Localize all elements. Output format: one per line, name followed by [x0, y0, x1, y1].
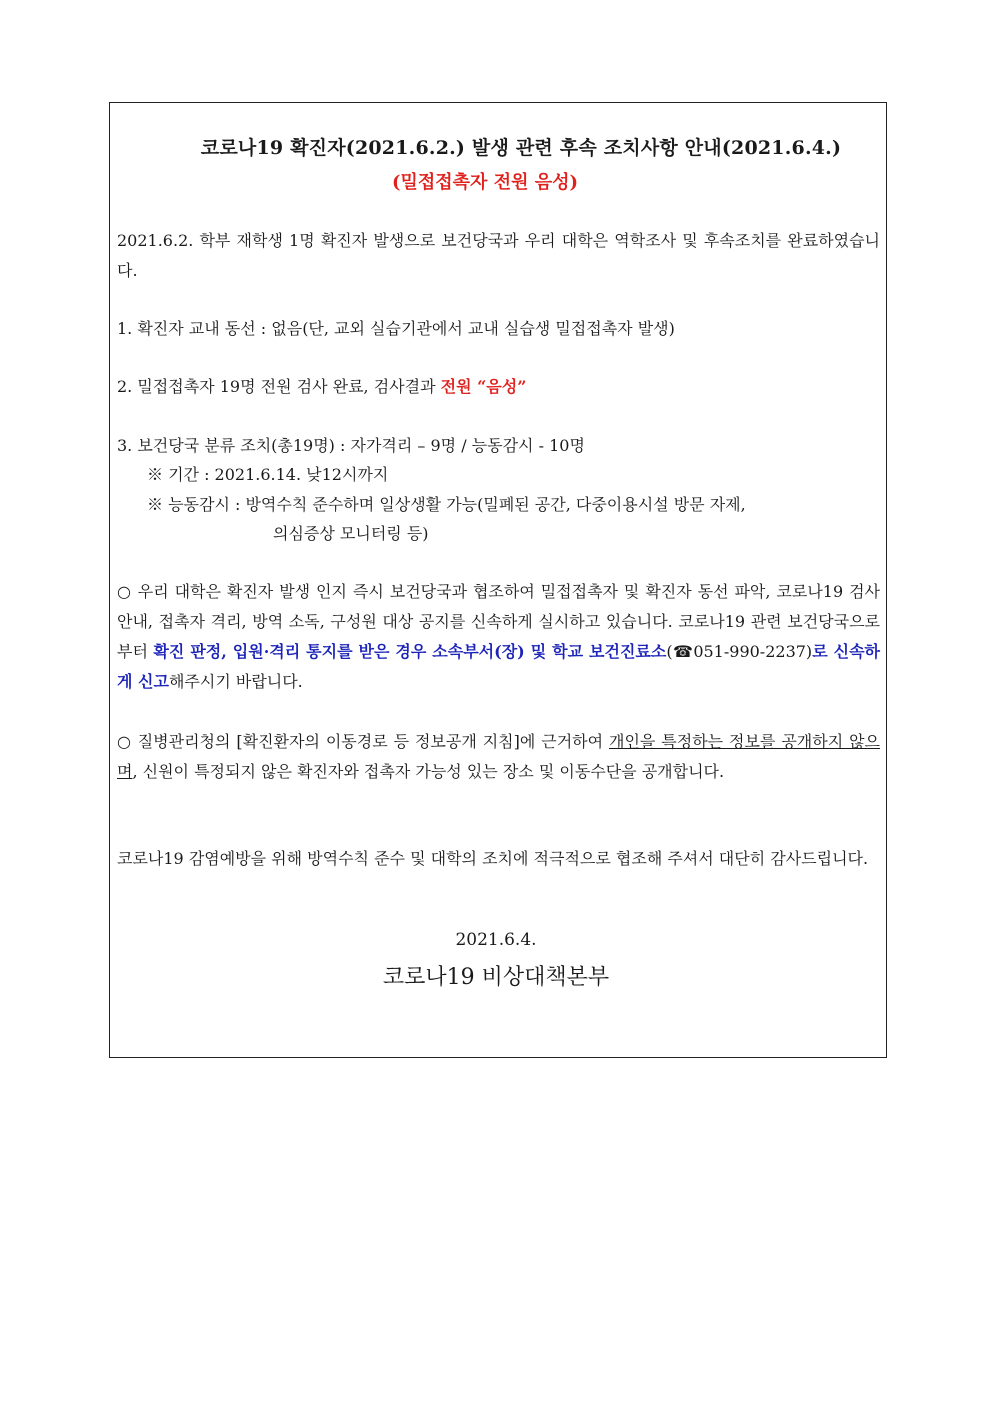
- bullet-paragraph-1: [117, 577, 880, 697]
- item-2-result: 전원 “음성”: [440, 377, 527, 396]
- notice-title: 코로나19 확진자(2021.6.2.) 발생 관련 후속 조치사항 안내(2021.6.4.): [200, 137, 842, 159]
- notice-subtitle: (밀접접촉자 전원 음성): [391, 172, 579, 193]
- intro-paragraph: 2021.6.2. 학부 재학생 1명 확진자 발생으로 보건당국과 우리 대학은 역학조사 및 후속조치를 완료하였습니다.: [117, 231, 880, 280]
- item-1: 1. 확진자 교내 동선 : 없음(단, 교외 실습기관에서 교내 실습생 밀접접촉자 발생): [117, 319, 675, 338]
- bullet-1-report: 로 신속하게 신고: [117, 642, 880, 691]
- notice-date: 2021.6.4.: [455, 930, 537, 950]
- bullet-1-phone: (☎051-990-2237): [666, 642, 813, 661]
- item-3-period-note: ※ 기간 : 2021.6.14. 낮12시까지: [147, 465, 389, 484]
- notice-organization: 코로나19 비상대책본부: [382, 965, 610, 990]
- bullet-1-emphasis: 확진 판정, 입원·격리 통지를 받은 경우 소속부서(장) 및 학교 보건진료소: [153, 642, 667, 661]
- item-2-text: 2. 밀접접촉자 19명 전원 검사 완료, 검사결과: [117, 377, 441, 396]
- closing-paragraph: 코로나19 감염예방을 위해 방역수칙 준수 및 대학의 조치에 적극적으로 협조해 주셔서 대단히 감사드립니다.: [117, 849, 869, 868]
- bullet-1-tail: 해주시기 바랍니다.: [168, 672, 303, 691]
- item-3: 3. 보건당국 분류 조치(총19명) : 자가격리 – 9명 / 능동감시 - 10명: [117, 436, 585, 455]
- bullet-2-underlined: 개인을 특정하는 정보를 공개하지 않으며: [117, 732, 880, 781]
- bullet-2-tail: , 신원이 특정되지 않은 확진자와 접촉자 가능성 있는 장소 및 이동수단을 공개합니다.: [132, 762, 725, 781]
- item-3-monitoring-note-cont: 의심증상 모니터링 등): [273, 524, 429, 543]
- item-2: [117, 372, 880, 402]
- bullet-paragraph-2: [117, 727, 880, 787]
- bullet-1-text: ○ 우리 대학은 확진자 발생 인지 즉시 보건당국과 협조하여 밀접접촉자 및 확진자 동선 파악, 코로나19 검사 안내, 접촉자 격리, 방역 소독, 구성원 대상 공지를 신속하게 실시하고 있습니다. 코로나19 관련 보건당국으로부터: [117, 582, 880, 661]
- item-3-monitoring-note: ※ 능동감시 : 방역수칙 준수하며 일상생활 가능(밀폐된 공간, 다중이용시설 방문 자제,: [147, 495, 746, 514]
- bullet-2-text: ○ 질병관리청의 [확진환자의 이동경로 등 정보공개 지침]에 근거하여: [117, 732, 609, 751]
